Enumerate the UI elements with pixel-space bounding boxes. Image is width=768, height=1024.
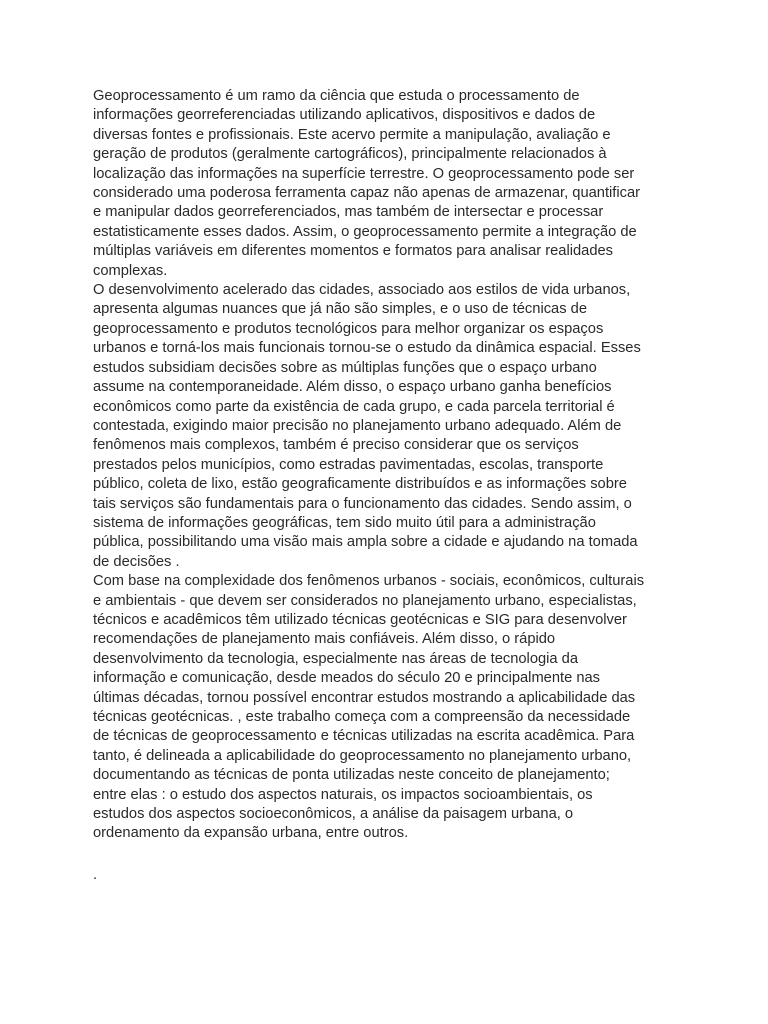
text-line: tais serviços são fundamentais para o funcionamento das cidades. Sendo assim, o (93, 495, 632, 512)
text-line: técnicos e acadêmicos têm utilizado técnicas geotécnicas e SIG para desenvolver (93, 611, 627, 628)
text-line: ordenamento da expansão urbana, entre outros. (93, 825, 409, 842)
text-line: tanto, é delineada a aplicabilidade do geoprocessamento no planejamento urbano, (93, 747, 632, 764)
text-line: estudos dos aspectos socioeconômicos, a análise da paisagem urbana, o (93, 806, 574, 823)
text-line: últimas décadas, tornou possível encontrar estudos mostrando a aplicabilidade das (93, 689, 636, 706)
trailing-period-mark: . (93, 867, 98, 883)
text-line: estudos subsidiam decisões sobre as múltiplas funções que o espaço urbano (93, 359, 597, 376)
text-line: informação e comunicação, desde meados do século 20 e principalmente nas (93, 670, 601, 687)
text-line: contestada, exigindo maior precisão no planejamento urbano adequado. Além de (93, 417, 622, 434)
text-line: considerado uma poderosa ferramenta capaz não apenas de armazenar, quantificar (93, 185, 641, 202)
text-line: apresenta algumas nuances que já não são simples, e o uso de técnicas de (93, 301, 587, 318)
text-line: de decisões . (93, 553, 180, 570)
text-line: desenvolvimento da tecnologia, especialmente nas áreas de tecnologia da (93, 650, 579, 667)
text-line: urbanos e torná-los mais funcionais tornou-se o estudo da dinâmica espacial. Esses (93, 340, 641, 357)
text-line: Com base na complexidade dos fenômenos urbanos - sociais, econômicos, culturais (93, 573, 645, 590)
text-line: econômicos como parte da existência de cada grupo, e cada parcela territorial é (93, 398, 615, 415)
text-line: de técnicas de geoprocessamento e técnicas utilizadas na escrita acadêmica. Para (93, 728, 635, 745)
text-line: localização das informações na superfície terrestre. O geoprocessamento pode ser (93, 165, 635, 182)
text-line: pública, possibilitando uma visão mais ampla sobre a cidade e ajudando na tomada (93, 534, 638, 551)
text-line: e manipular dados georreferenciados, mas também de intersectar e processar (93, 204, 604, 221)
text-line: complexas. (93, 262, 168, 279)
text-line: e ambientais - que devem ser considerados no planejamento urbano, especialistas, (93, 592, 637, 609)
text-line: técnicas geotécnicas. , este trabalho começa com a compreensão da necessidade (93, 709, 631, 725)
text-line: fenômenos mais complexos, também é preciso considerar que os serviços (93, 437, 579, 454)
text-line: sistema de informações geográficas, tem sido muito útil para a administração (93, 514, 596, 531)
text-line: público, coleta de lixo, estão geograficamente distribuídos e as informações sobre (93, 476, 627, 493)
text-line: O desenvolvimento acelerado das cidades, associado aos estilos de vida urbanos, (93, 282, 631, 299)
text-line: informações georreferenciadas utilizando aplicativos, dispositivos e dados de (93, 107, 596, 124)
text-line: documentando as técnicas de ponta utilizadas neste conceito de planejamento; (93, 767, 610, 784)
text-line: geoprocessamento e produtos tecnológicos para melhor organizar os espaços (93, 320, 604, 337)
text-line: recomendações de planejamento mais confiáveis. Além disso, o rápido (93, 631, 556, 648)
text-line: estatisticamente esses dados. Assim, o geoprocessamento permite a integração de (93, 223, 637, 240)
document-body-text (93, 87, 678, 844)
text-line: assume na contemporaneidade. Além disso, o espaço urbano ganha benefícios (93, 379, 612, 396)
text-line: Geoprocessamento é um ramo da ciência que estuda o processamento de (93, 88, 580, 104)
text-line: prestados pelos municípios, como estradas pavimentadas, escolas, transporte (93, 456, 604, 473)
text-line: entre elas : o estudo dos aspectos naturais, os impactos socioambientais, os (93, 786, 593, 803)
text-line: diversas fontes e profissionais. Este acervo permite a manipulação, avaliação e (93, 126, 611, 143)
text-line: geração de produtos (geralmente cartográficos), principalmente relacionados à (93, 146, 607, 163)
text-line: múltiplas variáveis em diferentes momentos e formatos para analisar realidades (93, 243, 614, 260)
